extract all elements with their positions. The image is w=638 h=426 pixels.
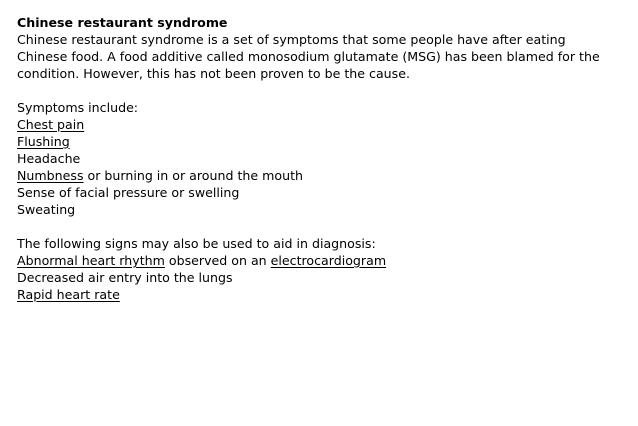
- intro-line-2: Chinese food. A food additive called monosodium glutamate (MSG) has been blamed for the: [17, 49, 600, 64]
- rapid-heart-rate-link[interactable]: Rapid heart rate: [17, 287, 120, 302]
- document-title: Chinese restaurant syndrome: [17, 15, 228, 30]
- numbness-description: or burning in or around the mouth: [83, 168, 304, 183]
- spacer: [17, 82, 629, 99]
- intro-line-1: Chinese restaurant syndrome is a set of symptoms that some people have after eating: [17, 32, 566, 47]
- signs-heading: The following signs may also be used to aid in diagnosis:: [17, 236, 376, 251]
- flushing-link[interactable]: Flushing: [17, 134, 70, 149]
- symptom-item-facial-pressure: Sense of facial pressure or swelling: [17, 185, 240, 200]
- electrocardiogram-link[interactable]: electrocardiogram: [270, 253, 387, 268]
- document-body: [17, 14, 629, 303]
- chest-pain-link[interactable]: Chest pain: [17, 117, 85, 132]
- symptom-item-headache: Headache: [17, 151, 81, 166]
- symptom-item: [17, 116, 629, 133]
- abnormal-heart-rhythm-link[interactable]: Abnormal heart rhythm: [17, 253, 165, 268]
- symptom-item: [17, 133, 629, 150]
- symptom-item: [17, 167, 629, 184]
- symptoms-heading: Symptoms include:: [17, 100, 139, 115]
- intro-line-3: condition. However, this has not been proven to be the cause.: [17, 66, 410, 81]
- observed-text: observed on an: [164, 253, 271, 268]
- spacer: [17, 218, 629, 235]
- symptom-item-sweating: Sweating: [17, 202, 76, 217]
- sign-item: [17, 286, 629, 303]
- sign-item-air-entry: Decreased air entry into the lungs: [17, 270, 233, 285]
- sign-item: [17, 252, 629, 269]
- numbness-link[interactable]: Numbness: [17, 168, 84, 183]
